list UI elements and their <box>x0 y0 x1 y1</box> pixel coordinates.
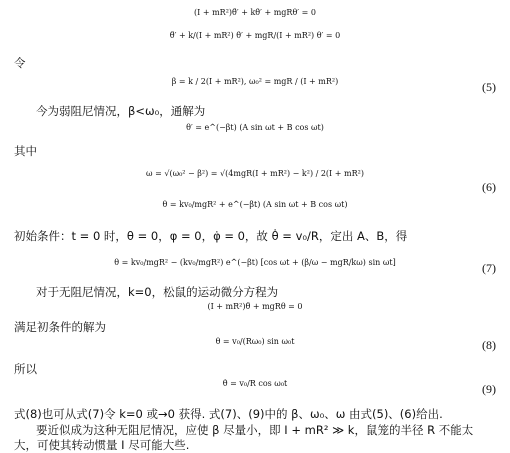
text-let: 令 <box>14 56 26 70</box>
text-initial-conditions: 初始条件：t = 0 时，θ = 0，φ = 0，φ̇ = 0，故 θ̇ = v₀/R，定出 A、B，得 <box>14 229 408 243</box>
text-final-note-1: 式(8)也可从式(7)令 k=0 或→0 获得. 式(7)、(9)中的 β、ω₀、ω 由式(5)、(6)给出. <box>14 407 443 421</box>
equation-no-damping: (I + mR²)θ̈ + mgRθ = 0 <box>207 302 303 311</box>
equation-motion: (I + mR²)θ̈′ + kθ̇′ + mgRθ′ = 0 <box>194 8 316 17</box>
equation-6-omega: ω = √(ω₀² − β²) = √(4mgR(I + mR²) − k²) / 2(I + mR²) <box>146 169 364 178</box>
equation-number-7: (7) <box>482 261 496 275</box>
text-final-note-3: 大，可使其转动惯量 I 尽可能大些. <box>14 438 190 452</box>
text-weak-damping: 今为弱阻尼情况，β<ω₀，通解为 <box>36 104 206 118</box>
equation-number-8: (8) <box>482 338 496 352</box>
equation-6-theta: θ = kv₀/mgR² + e^(−βt) (A sin ωt + B cos ωt) <box>162 200 348 209</box>
equation-8: θ = v₀/(Rω₀) sin ω₀t <box>215 337 295 346</box>
equation-7: θ = kv₀/mgR² − (kv₀/mgR²) e^(−βt) [cos ωt + (β/ω − mgR/kω) sin ωt] <box>114 258 396 267</box>
equation-9: θ̇ = v₀/R cos ω₀t <box>222 379 288 388</box>
text-therefore: 所以 <box>14 362 37 376</box>
equation-normalized: θ̈′ + k/(I + mR²) θ̇′ + mgR/(I + mR²) θ′ = 0 <box>169 31 341 40</box>
text-satisfying-solution: 满足初条件的解为 <box>14 320 106 334</box>
text-where: 其中 <box>14 144 37 158</box>
text-final-note-2: 要近似成为这种无阻尼情况，应使 β 尽量小，即 I + mR² ≫ k，鼠笼的半径 R 不能太 <box>36 423 474 437</box>
equation-general-solution: θ′ = e^(−βt) (A sin ωt + B cos ωt) <box>186 123 324 132</box>
text-no-damping: 对于无阻尼情况，k=0，松鼠的运动微分方程为 <box>36 285 279 299</box>
equation-number-9: (9) <box>482 382 496 396</box>
equation-number-6: (6) <box>482 180 496 194</box>
equation-number-5: (5) <box>482 80 496 94</box>
equation-5: β = k / 2(I + mR²), ω₀² = mgR / (I + mR²) <box>171 77 339 86</box>
